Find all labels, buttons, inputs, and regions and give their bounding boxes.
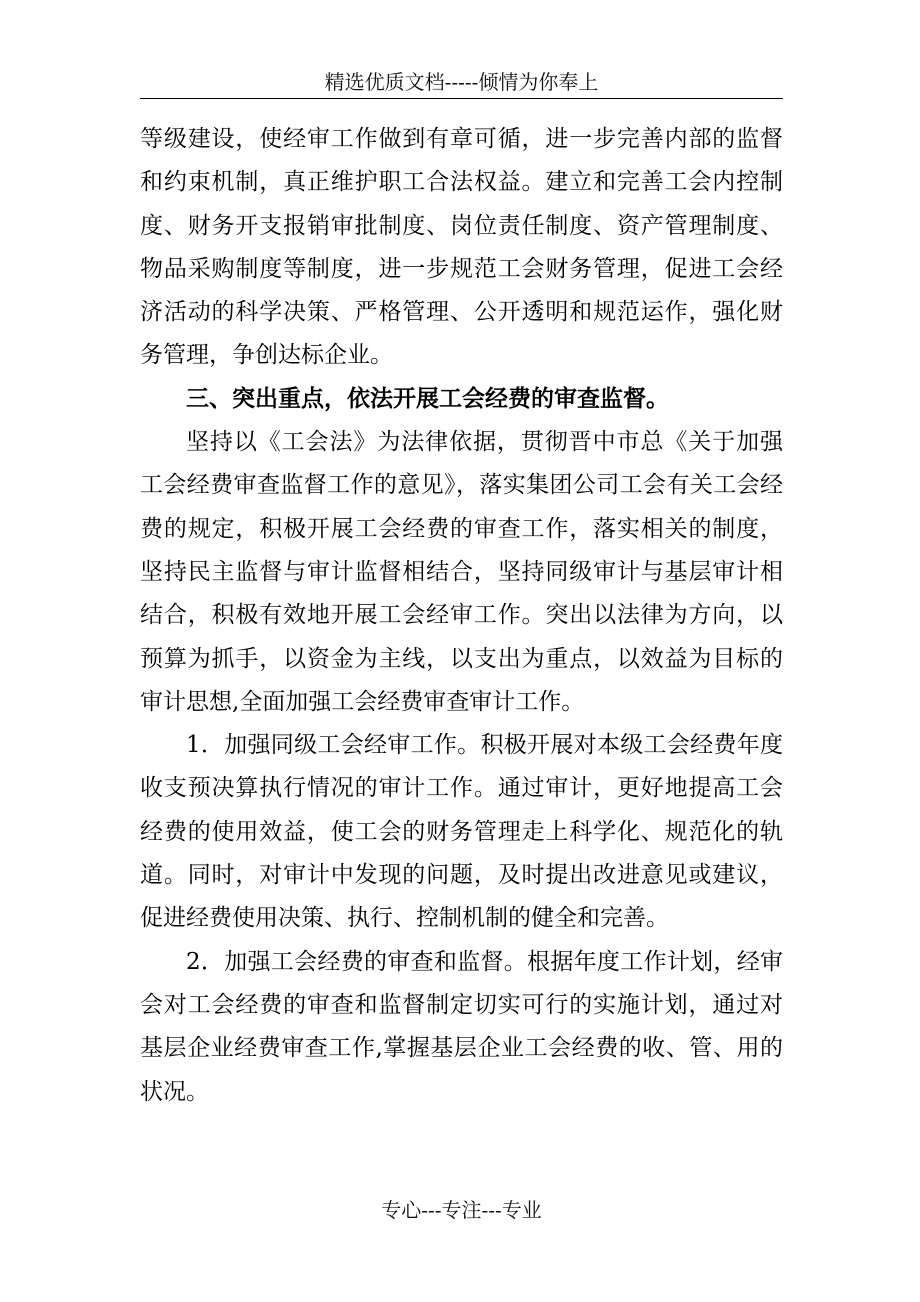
paragraph-1: 等级建设，使经审工作做到有章可循，进一步完善内部的监督和约束机制，真正维护职工合法权益。建立和完善工会内控制度、财务开支报销审批制度、岗位责任制度、资产管理制度、物品采购制度等制度，进一步规范工会财务管理，促进工会经济活动的科学决策、严格管理、公开透明和规范运作，强化财务管理，争创达标企业。 — [140, 126, 783, 369]
section-heading-3: 三、突出重点，依法开展工会经费的审查监督。 — [186, 385, 669, 412]
paragraph-4: 2．加强工会经费的审查和监督。根据年度工作计划，经审会对工会经费的审查和监督制定切实可行的实施计划，通过对基层企业经费审查工作,掌握基层企业工会经费的收、管、用的状况。 — [140, 948, 783, 1105]
document-body — [140, 118, 783, 1114]
paragraph-3: 1．加强同级工会经审工作。积极开展对本级工会经费年度收支预决算执行情况的审计工作。通过审计，更好地提高工会经费的使用效益，使工会的财务管理走上科学化、规范化的轨道。同时，对审计中发现的问题，及时提出改进意见或建议，促进经费使用决策、执行、控制机制的健全和完善。 — [140, 732, 783, 932]
page-footer: 专心---专注---专业 — [381, 1198, 542, 1222]
paragraph-2: 坚持以《工会法》为法律依据，贯彻晋中市总《关于加强工会经费审查监督工作的意见》，落实集团公司工会有关工会经费的规定，积极开展工会经费的审查工作，落实相关的制度，坚持民主监督与审计监督相结合，坚持同级审计与基层审计相结合，积极有效地开展工会经审工作。突出以法律为方向，以预算为抓手，以资金为主线，以支出为重点，以效益为目标的审计思想,全面加强工会经费审查审计工作。 — [140, 429, 783, 715]
page-header: 精选优质文档-----倾情为你奉上 — [324, 70, 599, 94]
header-rule — [140, 98, 783, 99]
